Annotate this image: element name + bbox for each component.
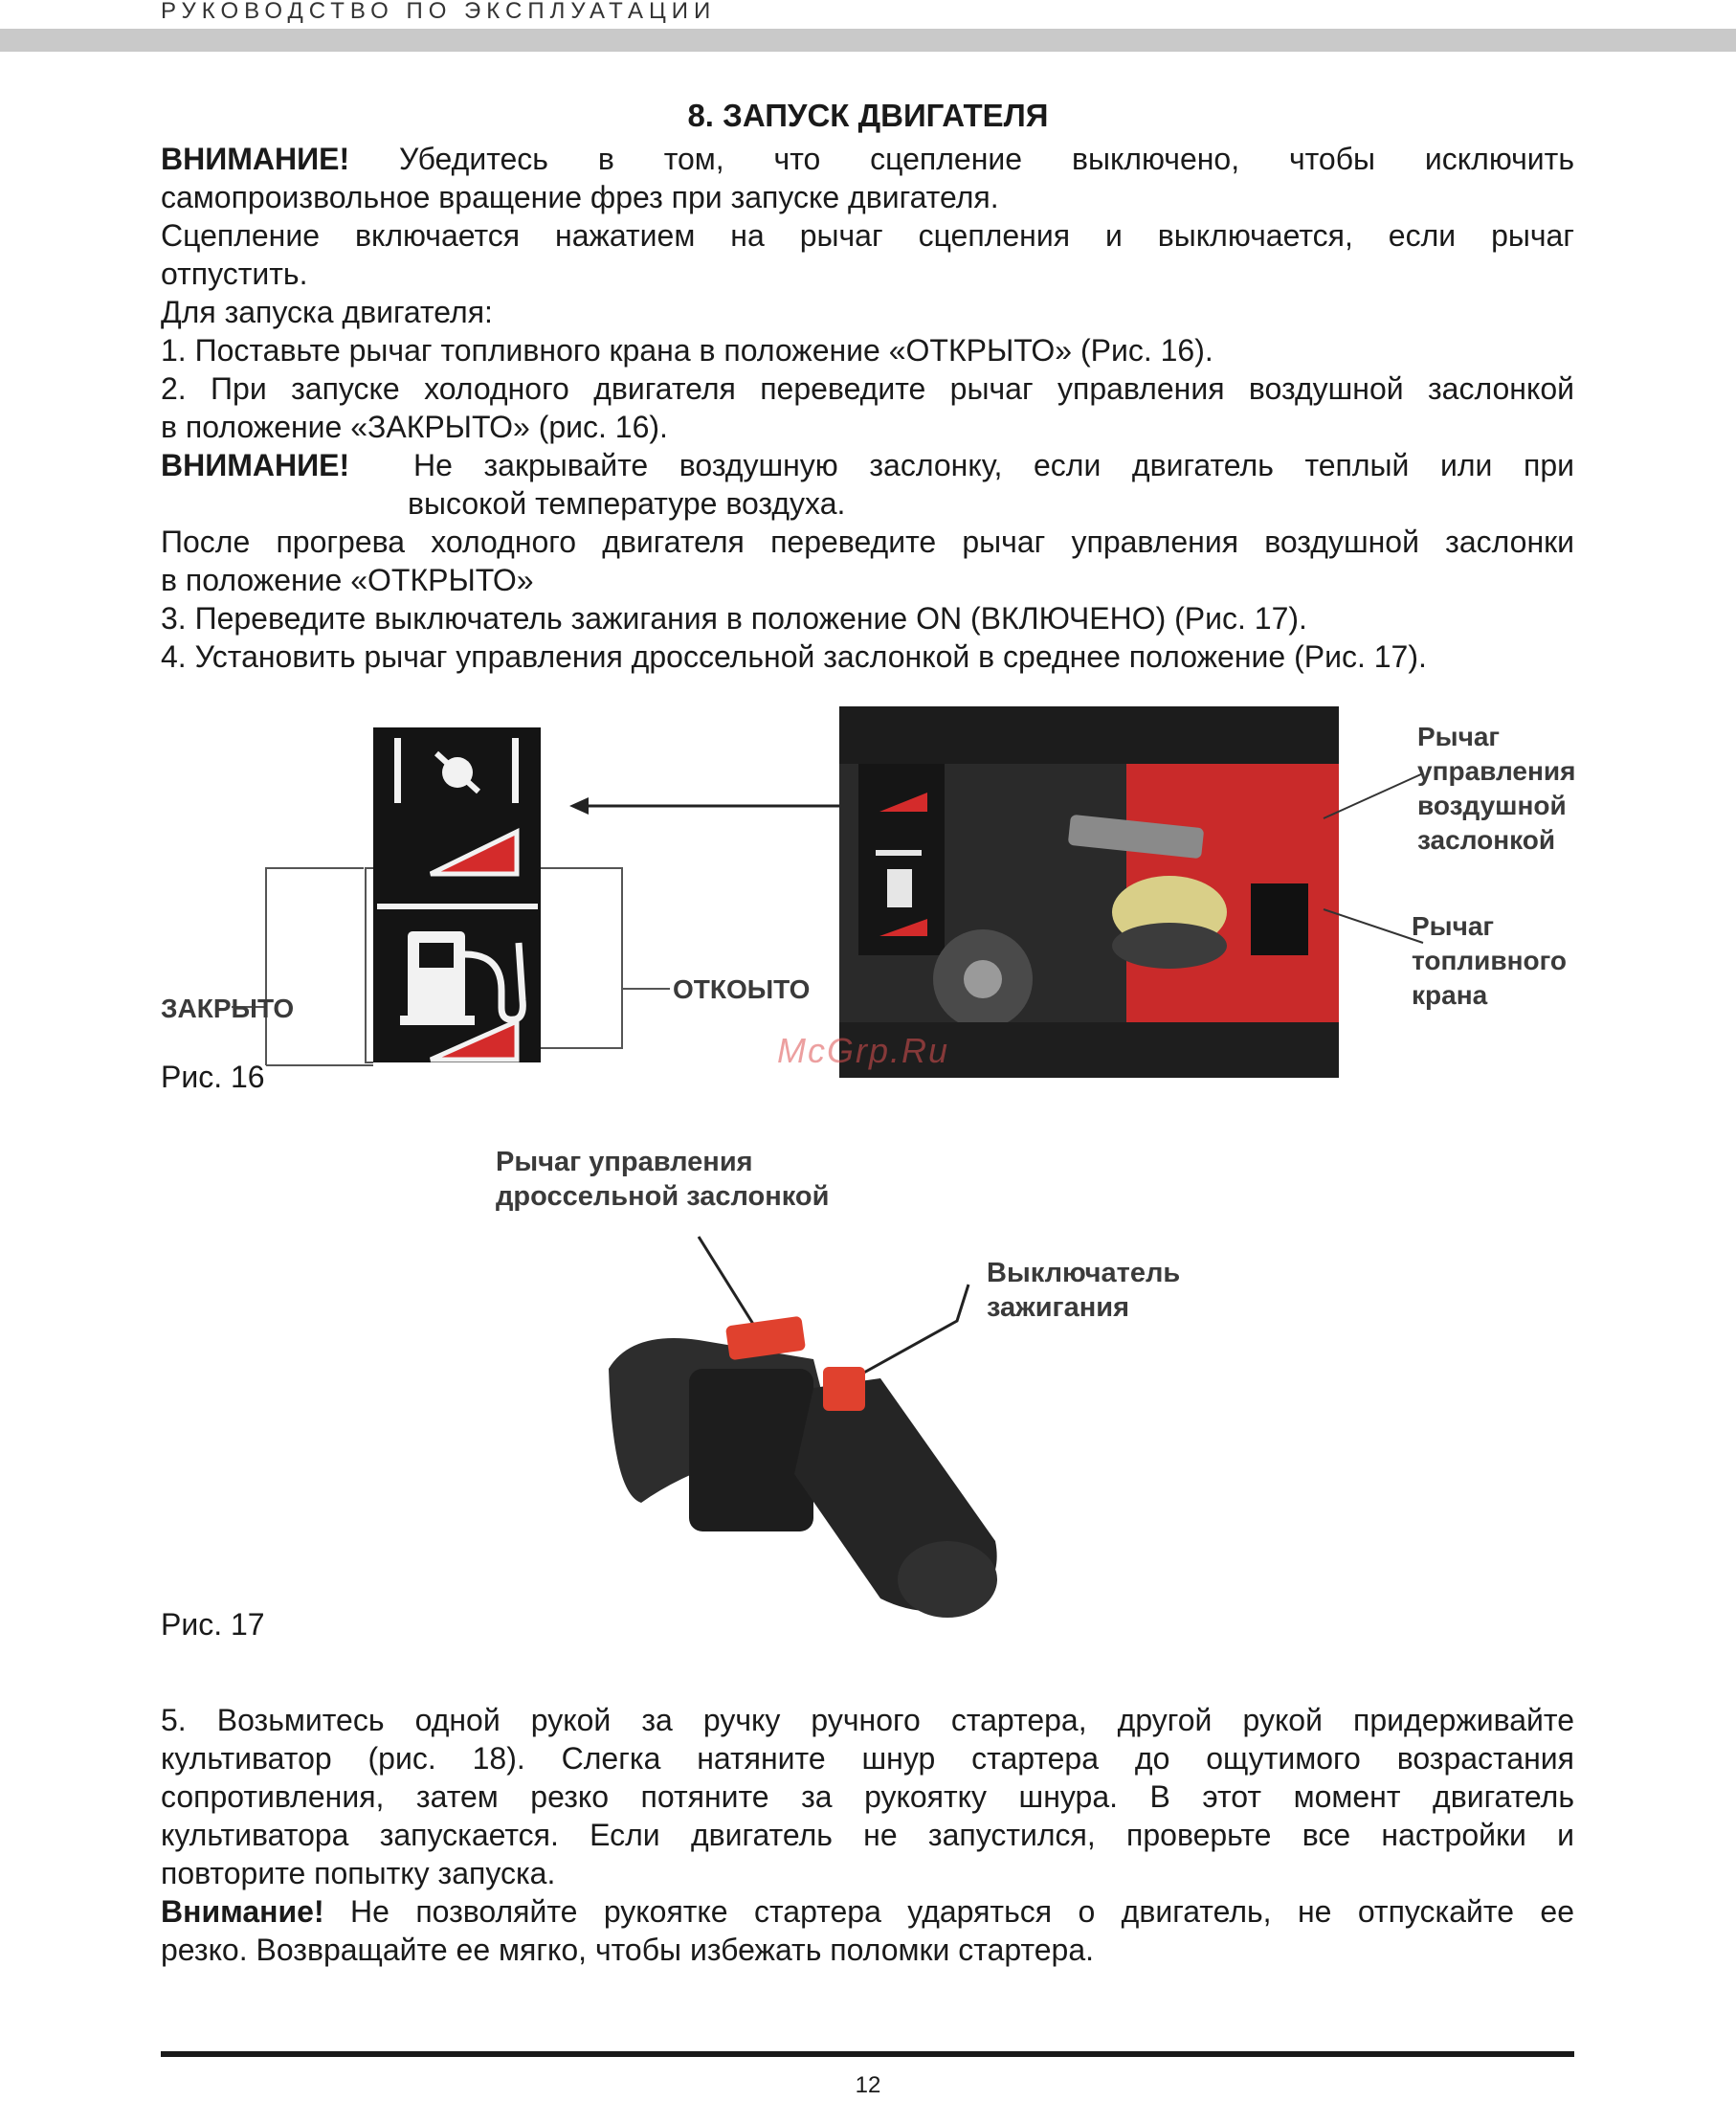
footer-rule <box>161 2051 1574 2057</box>
callout-throttle <box>496 1145 829 1214</box>
warning-1-line-1 <box>161 140 1574 178</box>
callout-choke-line: заслонкой <box>1417 825 1556 855</box>
warning-3-line-2: резко. Возвращайте ее мягко, чтобы избежать поломки стартера. <box>161 1933 1095 1967</box>
callout-throttle-line: дроссельной заслонкой <box>496 1181 830 1212</box>
warning-2-label: ВНИМАНИЕ! <box>161 448 350 482</box>
running-header: РУКОВОДСТВО ПО ЭКСПЛУАТАЦИИ <box>161 0 717 24</box>
ignition-leader-line <box>854 1285 968 1378</box>
throttle-leader-line <box>699 1237 756 1329</box>
warning-label: ВНИМАНИЕ! <box>161 142 350 176</box>
step-5-line-1: 5. Возьмитесь одной рукой за ручку ручного стартера, другой рукой придерживайте <box>161 1703 1574 1737</box>
closed-bracket <box>366 868 373 1062</box>
figure-16-photo <box>839 706 1339 1078</box>
section-title: 8. ЗАПУСК ДВИГАТЕЛЯ <box>687 98 1049 133</box>
open-bracket <box>541 868 622 1048</box>
control-block <box>689 1369 813 1531</box>
header-bar <box>0 29 1736 52</box>
warning-3-label: Внимание! <box>161 1894 324 1929</box>
figure-17-caption: Рис. 17 <box>161 1607 265 1642</box>
panel-photo <box>858 764 945 955</box>
step-5-line-2: культиватор (рис. 18). Слегка натяните шнур стартера до ощутимого возрастания <box>161 1741 1574 1776</box>
warning-text: Убедитесь в том, что сцепление выключено, чтобы исключить <box>349 142 1574 176</box>
throttle-lever-photo <box>725 1316 806 1361</box>
warning-2-line-2: высокой температуре воздуха. <box>408 486 846 521</box>
step-5-line-3: сопротивления, затем резко потяните за рукоятку шнура. В этот момент двигатель <box>161 1779 1574 1814</box>
callout-fuel <box>1412 909 1567 1013</box>
watermark: McGrp.Ru <box>777 1031 950 1070</box>
callout-choke-line: воздушной <box>1417 791 1567 820</box>
figure-17-handle-photo <box>593 1225 1110 1665</box>
clutch-line-2: отпустить. <box>161 257 308 291</box>
step-5-line-5: повторите попытку запуска. <box>161 1856 556 1890</box>
after-warmup-line-2: в положение «ОТКРЫТО» <box>161 563 534 597</box>
step-1: 1. Поставьте рычаг топливного крана в положение «ОТКРЫТО» (Рис. 16). <box>161 333 1213 368</box>
after-warmup-line-1: После прогрева холодного двигателя переведите рычаг управления воздушной заслонки <box>161 525 1574 559</box>
step-3: 3. Переведите выключатель зажигания в положение ON (ВКЛЮЧЕНО) (Рис. 17). <box>161 601 1307 636</box>
figure-16-caption: Рис. 16 <box>161 1060 265 1094</box>
warning-2-line-1: Не закрывайте воздушную заслонку, если двигатель теплый или при <box>413 448 1574 482</box>
pointer-arrow <box>569 794 885 817</box>
callout-ignition-line: Выключатель <box>987 1258 1181 1288</box>
callout-choke-line: управления <box>1417 756 1576 786</box>
callout-throttle-line: Рычаг управления <box>496 1147 753 1177</box>
clutch-line-1: Сцепление включается нажатием на рычаг сцепления и выключается, если рычаг <box>161 218 1574 253</box>
callout-ignition-line: зажигания <box>987 1292 1130 1323</box>
start-intro: Для запуска двигателя: <box>161 295 493 329</box>
warning-3-line-1 <box>161 1892 1574 1931</box>
step-4: 4. Установить рычаг управления дроссельной заслонкой в среднее положение (Рис. 17). <box>161 639 1427 674</box>
ignition-switch-photo <box>823 1367 865 1411</box>
label-open: ОТКОЫТО <box>673 974 811 1004</box>
step-2-line-1: 2. При запуске холодного двигателя переведите рычаг управления воздушной заслонкой <box>161 371 1574 406</box>
callout-fuel-line: Рычаг <box>1412 911 1495 941</box>
page-number: 12 <box>855 2072 881 2098</box>
label-closed: ЗАКРЫТО <box>161 994 295 1023</box>
figure-16-diagram <box>153 704 689 1086</box>
callout-choke <box>1417 720 1575 858</box>
warning-1-line-2: самопроизвольное вращение фрез при запуске двигателя. <box>161 180 999 214</box>
callout-choke-line: Рычаг <box>1417 722 1501 751</box>
callout-fuel-line: топливного <box>1412 946 1567 975</box>
warning-3-text: Не позволяйте рукоятке стартера ударяться о двигатель, не отпускайте ее <box>323 1894 1574 1929</box>
callout-fuel-line: крана <box>1412 980 1488 1010</box>
fuel-lever-photo <box>1251 883 1308 955</box>
step-5-line-4: культиватора запускается. Если двигатель не запустился, проверьте все настройки и <box>161 1818 1574 1852</box>
step-2-line-2: в положение «ЗАКРЫТО» (рис. 16). <box>161 410 668 444</box>
